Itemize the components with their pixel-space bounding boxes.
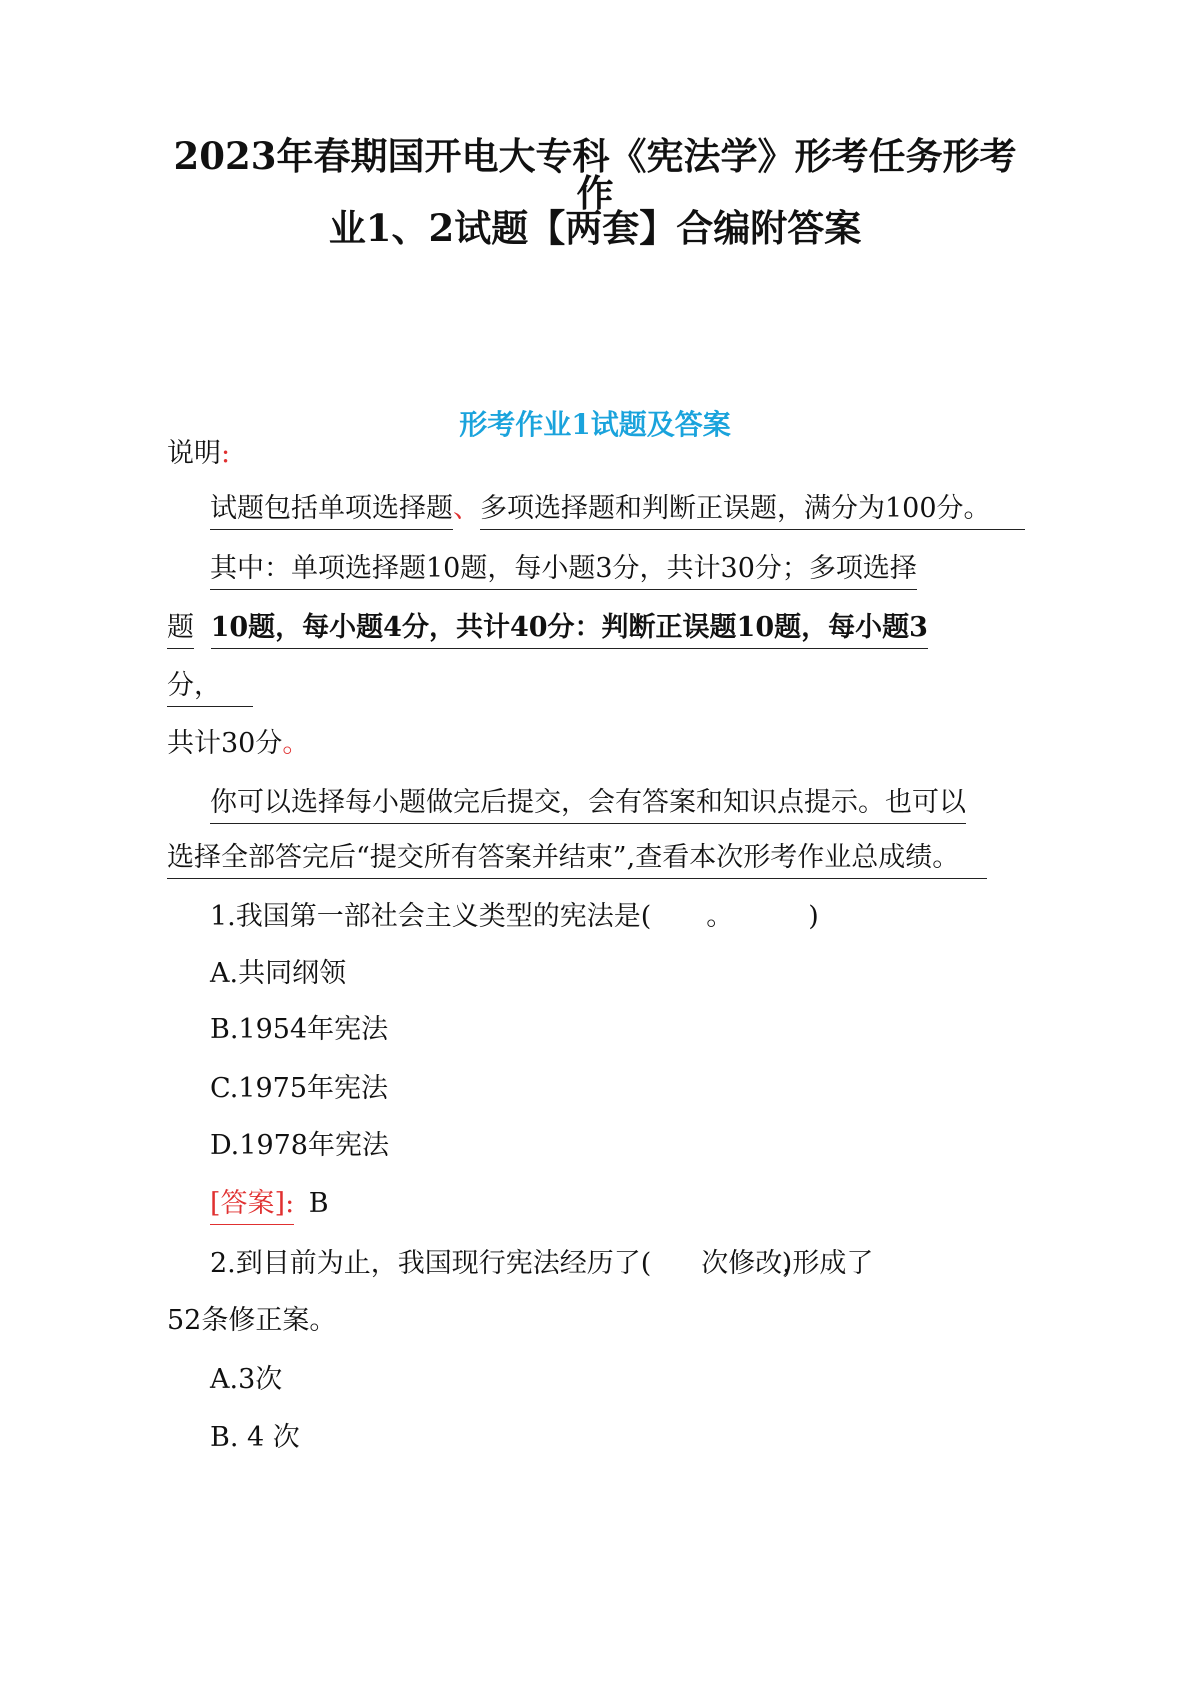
question-1-option-d: D.1978年宪法: [210, 1130, 389, 1161]
intro-p3-line1: 你可以选择每小题做完后提交，会有答案和知识点提示。也可以: [210, 787, 966, 824]
question-1-stem-close: ): [808, 901, 819, 932]
question-2-option-b: B. 4 次: [210, 1422, 300, 1453]
intro-p2-line3: 分，: [167, 670, 253, 707]
intro-p2-line4-end: 。: [282, 728, 310, 759]
intro-paragraph-2-line-3: [167, 672, 253, 699]
intro-p1-part2: 多项选择题和判断正误题，满分为100分。: [480, 493, 1025, 530]
question-1-answer-value: B: [308, 1188, 329, 1219]
intro-p2-line1: 其中：单项选择题10题，每小题3分，共计30分；多项选择: [210, 553, 917, 590]
question-1-answer: [210, 1190, 329, 1217]
intro-p1-part1: 试题包括单项选择题: [210, 493, 453, 530]
intro-label-colon: :: [221, 438, 231, 469]
question-1-stem: [210, 903, 819, 930]
question-2-stem-part-c: )形成了: [781, 1248, 874, 1279]
question-1-option-a: A.共同纲领: [210, 958, 347, 989]
intro-paragraph-2-line-2: [167, 614, 928, 641]
intro-p2-line4-text: 共计30分: [167, 728, 283, 759]
question-1-option-c: C.1975年宪法: [210, 1073, 388, 1104]
intro-p2-line2b: 10题，每小题4分，共计40分：判断正误题10题，每小题3: [211, 612, 928, 649]
intro-label-text: 说明: [167, 438, 221, 469]
question-1-stem-blank: 。: [706, 901, 734, 932]
question-2-stem-part-b: 次修改，: [701, 1248, 796, 1279]
intro-paragraph-2-line-4: [167, 730, 309, 757]
intro-paragraph-3-line-2: [167, 844, 987, 871]
intro-p3-line2: 选择全部答完后“提交所有答案并结束”,查看本次形考作业总成绩。: [167, 842, 987, 879]
intro-paragraph-1: [210, 495, 1025, 522]
section-heading: 形考作业1试题及答案: [459, 408, 731, 441]
question-1-answer-label: [答案]:: [210, 1188, 294, 1225]
question-2-stem-part-a: 2.到目前为止，我国现行宪法经历了(: [210, 1248, 652, 1279]
intro-p2-line2a: 题: [167, 612, 194, 649]
question-1-option-b: B.1954年宪法: [210, 1014, 389, 1045]
question-2-stem-line-1: [210, 1250, 873, 1277]
question-2-stem-line-2: 52条修正案。: [167, 1305, 337, 1336]
question-2-option-a: A.3次: [210, 1364, 283, 1395]
intro-label: [167, 440, 230, 467]
question-1-stem-text: 1.我国第一部社会主义类型的宪法是(: [210, 901, 652, 932]
intro-paragraph-2-line-1: [210, 555, 917, 582]
document-title-line-2: 业1、2试题【两套】合编附答案: [328, 206, 862, 250]
intro-paragraph-3-line-1: [210, 789, 966, 816]
intro-p1-separator: 、: [453, 493, 480, 524]
document-title-line-1: 2023年春期国开电大专科《宪法学》形考任务形考作: [173, 134, 1017, 215]
